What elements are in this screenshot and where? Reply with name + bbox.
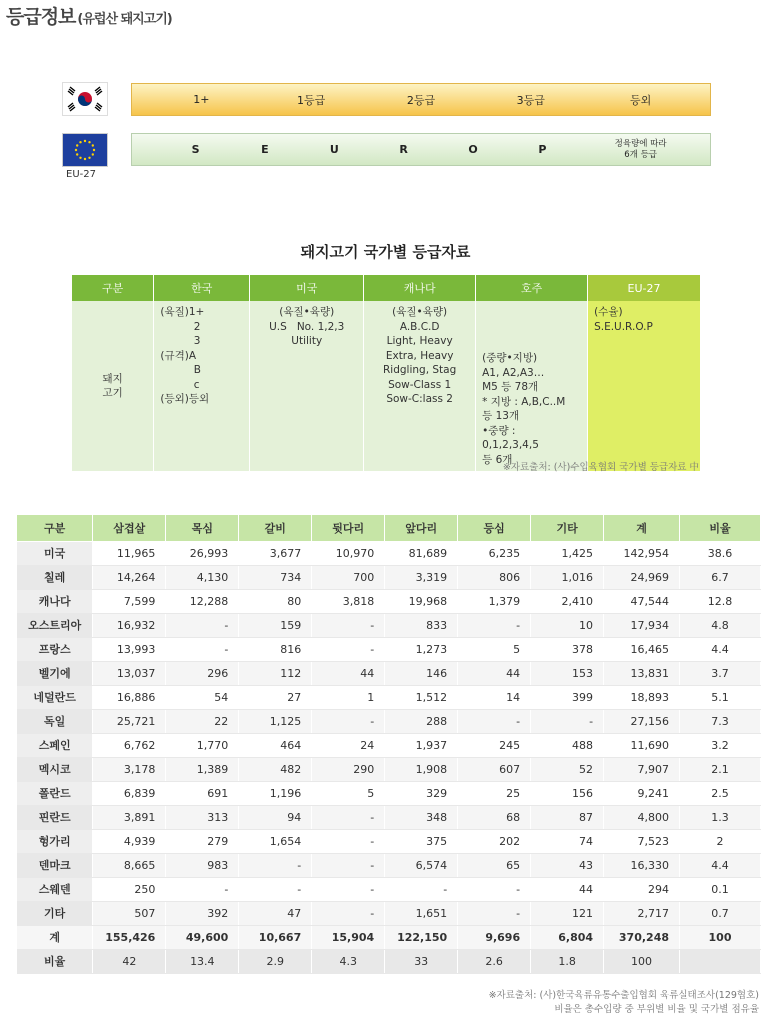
- value-cell: 13,831: [604, 661, 680, 685]
- eu-cell: [588, 301, 701, 471]
- country-cell: 폴란드: [17, 781, 93, 805]
- import-table-header: [17, 515, 761, 541]
- value-cell: 44: [458, 661, 531, 685]
- canada-cell: [364, 301, 476, 471]
- value-cell: 9,696: [458, 925, 531, 949]
- value-cell: 1,016: [531, 565, 604, 589]
- eu-grade-bar: [131, 133, 711, 166]
- ratio-cell: 2: [680, 829, 761, 853]
- value-cell: 18,893: [604, 685, 680, 709]
- value-cell: 279: [166, 829, 239, 853]
- value-cell: 25,721: [93, 709, 166, 733]
- value-cell: 6,574: [385, 853, 458, 877]
- value-cell: 16,330: [604, 853, 680, 877]
- value-cell: 250: [93, 877, 166, 901]
- value-cell: 691: [166, 781, 239, 805]
- value-cell: 482: [239, 757, 312, 781]
- header-cell: 앞다리: [385, 515, 458, 541]
- country-cell: 미국: [17, 541, 93, 565]
- value-cell: -: [385, 877, 458, 901]
- value-cell: 1,196: [239, 781, 312, 805]
- value-cell: 80: [239, 589, 312, 613]
- value-cell: 392: [166, 901, 239, 925]
- value-cell: 156: [531, 781, 604, 805]
- value-cell: 153: [531, 661, 604, 685]
- value-cell: 43: [531, 853, 604, 877]
- ratio-cell: 5.1: [680, 685, 761, 709]
- korea-grade-bar: [131, 83, 711, 116]
- header-cell: 뒷다리: [312, 515, 385, 541]
- value-cell: 6,762: [93, 733, 166, 757]
- value-cell: 488: [531, 733, 604, 757]
- country-cell: 핀란드: [17, 805, 93, 829]
- value-cell: 49,600: [166, 925, 239, 949]
- usa-grades: (육질•육량) U.S No. 1,2,3 Utility: [269, 306, 345, 347]
- value-cell: 2.9: [239, 949, 312, 973]
- row-label-cell: [72, 301, 154, 471]
- value-cell: -: [458, 613, 531, 637]
- value-cell: 507: [93, 901, 166, 925]
- value-cell: 2,717: [604, 901, 680, 925]
- value-cell: -: [312, 829, 385, 853]
- table-row: [17, 709, 761, 733]
- grade-table-title: 돼지고기 국가별 등급자료: [300, 243, 471, 261]
- eu-grade-item: U: [329, 143, 339, 156]
- value-cell: 202: [458, 829, 531, 853]
- value-cell: -: [312, 637, 385, 661]
- value-cell: 1,770: [166, 733, 239, 757]
- source-line1: ※자료출처: (사)한국육류유통수출입협회 육류실태조사(129협호): [488, 990, 759, 1001]
- table-row: [17, 541, 761, 565]
- value-cell: -: [312, 877, 385, 901]
- value-cell: 370,248: [604, 925, 680, 949]
- australia-cell: [476, 301, 588, 471]
- value-cell: 1.8: [531, 949, 604, 973]
- value-cell: 14,264: [93, 565, 166, 589]
- ratio-cell: 3.2: [680, 733, 761, 757]
- value-cell: 74: [531, 829, 604, 853]
- grade-table-header: [72, 275, 701, 301]
- value-cell: 155,426: [93, 925, 166, 949]
- header-cell: 미국: [250, 275, 364, 301]
- header-cell: 한국: [154, 275, 250, 301]
- value-cell: 1,125: [239, 709, 312, 733]
- value-cell: 3,319: [385, 565, 458, 589]
- value-cell: 54: [166, 685, 239, 709]
- subtitle-text: (유럽산 돼지고기): [77, 12, 172, 27]
- value-cell: 5: [458, 637, 531, 661]
- value-cell: 3,677: [239, 541, 312, 565]
- value-cell: 16,465: [604, 637, 680, 661]
- value-cell: -: [312, 613, 385, 637]
- country-cell: 멕시코: [17, 757, 93, 781]
- value-cell: 833: [385, 613, 458, 637]
- value-cell: 10,667: [239, 925, 312, 949]
- value-cell: 806: [458, 565, 531, 589]
- value-cell: -: [531, 709, 604, 733]
- header-cell: 계: [604, 515, 680, 541]
- korea-flag-icon: [62, 82, 108, 116]
- value-cell: 3,818: [312, 589, 385, 613]
- value-cell: 1,273: [385, 637, 458, 661]
- value-cell: 24,969: [604, 565, 680, 589]
- value-cell: 1,379: [458, 589, 531, 613]
- ratio-cell: 12.8: [680, 589, 761, 613]
- source-line2: 비율은 총수입량 중 부위별 비율 및 국가별 점유율: [554, 1004, 759, 1015]
- value-cell: 81,689: [385, 541, 458, 565]
- value-cell: -: [239, 877, 312, 901]
- value-cell: 607: [458, 757, 531, 781]
- country-cell: 칠레: [17, 565, 93, 589]
- value-cell: 42: [93, 949, 166, 973]
- value-cell: 94: [239, 805, 312, 829]
- value-cell: 8,665: [93, 853, 166, 877]
- eu-grade-item: P: [538, 143, 547, 156]
- table-row: [17, 637, 761, 661]
- value-cell: 4.3: [312, 949, 385, 973]
- value-cell: 65: [458, 853, 531, 877]
- value-cell: 16,886: [93, 685, 166, 709]
- value-cell: 146: [385, 661, 458, 685]
- country-cell: 독일: [17, 709, 93, 733]
- ratio-cell: 2.5: [680, 781, 761, 805]
- value-cell: -: [239, 853, 312, 877]
- country-cell: 스웨덴: [17, 877, 93, 901]
- table-row: [17, 589, 761, 613]
- total-row: [17, 925, 761, 949]
- ratio-cell: 38.6: [680, 541, 761, 565]
- value-cell: 1: [312, 685, 385, 709]
- country-cell: 벨기에: [17, 661, 93, 685]
- value-cell: 10: [531, 613, 604, 637]
- country-cell: 프랑스: [17, 637, 93, 661]
- table-row: [17, 829, 761, 853]
- value-cell: 44: [531, 877, 604, 901]
- value-cell: 348: [385, 805, 458, 829]
- value-cell: -: [166, 877, 239, 901]
- value-cell: 16,932: [93, 613, 166, 637]
- table-row: [17, 877, 761, 901]
- value-cell: 329: [385, 781, 458, 805]
- value-cell: 27,156: [604, 709, 680, 733]
- value-cell: 112: [239, 661, 312, 685]
- ratio-cell: 4.8: [680, 613, 761, 637]
- value-cell: -: [166, 613, 239, 637]
- import-table: [17, 515, 761, 974]
- value-cell: 816: [239, 637, 312, 661]
- table-row: [17, 781, 761, 805]
- country-cell: 오스트리아: [17, 613, 93, 637]
- value-cell: 7,523: [604, 829, 680, 853]
- ratio-cell: 1.3: [680, 805, 761, 829]
- value-cell: 290: [312, 757, 385, 781]
- value-cell: 464: [239, 733, 312, 757]
- header-cell: 호주: [476, 275, 588, 301]
- header-cell: 캐나다: [364, 275, 476, 301]
- value-cell: 47,544: [604, 589, 680, 613]
- value-cell: 11,690: [604, 733, 680, 757]
- kr-grade-item: 2등급: [406, 93, 436, 107]
- value-cell: 13.4: [166, 949, 239, 973]
- value-cell: 15,904: [312, 925, 385, 949]
- value-cell: 6,839: [93, 781, 166, 805]
- value-cell: 24: [312, 733, 385, 757]
- table-row: [17, 685, 761, 709]
- country-cell: 기타: [17, 901, 93, 925]
- value-cell: 17,934: [604, 613, 680, 637]
- eu-note-line2: 6개 등급: [624, 149, 657, 160]
- table-row: [17, 613, 761, 637]
- value-cell: 378: [531, 637, 604, 661]
- kr-grade-item: 1+: [193, 93, 210, 106]
- eu-grade-item: E: [261, 143, 269, 156]
- korea-grades: (육질)1+ 2 3 (규격)A B c (등외)등외: [160, 306, 210, 405]
- eu-grade-note: [615, 139, 667, 161]
- value-cell: 1,654: [239, 829, 312, 853]
- value-cell: 13,993: [93, 637, 166, 661]
- title-text: 등급정보: [6, 6, 76, 28]
- value-cell: 313: [166, 805, 239, 829]
- value-cell: 1,512: [385, 685, 458, 709]
- header-cell: 구분: [17, 515, 93, 541]
- value-cell: 14: [458, 685, 531, 709]
- header-cell: 등심: [458, 515, 531, 541]
- value-cell: 1,425: [531, 541, 604, 565]
- header-cell: 삼겹살: [93, 515, 166, 541]
- header-cell: 목심: [166, 515, 239, 541]
- value-cell: 13,037: [93, 661, 166, 685]
- table-row: [17, 805, 761, 829]
- value-cell: 68: [458, 805, 531, 829]
- value-cell: 27: [239, 685, 312, 709]
- table-row: [17, 565, 761, 589]
- value-cell: 19,968: [385, 589, 458, 613]
- value-cell: 159: [239, 613, 312, 637]
- value-cell: 121: [531, 901, 604, 925]
- value-cell: 33: [385, 949, 458, 973]
- grade-table-row: [72, 301, 701, 471]
- value-cell: 6,235: [458, 541, 531, 565]
- header-cell: 구분: [72, 275, 154, 301]
- ratio-cell: 100: [680, 925, 761, 949]
- value-cell: -: [166, 637, 239, 661]
- eu-caption: EU-27: [66, 169, 96, 180]
- value-cell: -: [312, 853, 385, 877]
- eu-grades: (수율) S.E.U.R.O.P: [594, 306, 653, 333]
- value-cell: 6,804: [531, 925, 604, 949]
- ratio-cell: 2.1: [680, 757, 761, 781]
- value-cell: 3,178: [93, 757, 166, 781]
- country-cell: 스페인: [17, 733, 93, 757]
- value-cell: 4,939: [93, 829, 166, 853]
- eu-grade-item: S: [191, 143, 200, 156]
- value-cell: 47: [239, 901, 312, 925]
- value-cell: 375: [385, 829, 458, 853]
- eu-note-line1: 정육량에 따라: [614, 138, 667, 149]
- value-cell: 4,800: [604, 805, 680, 829]
- ratio-cell: 6.7: [680, 565, 761, 589]
- value-cell: 22: [166, 709, 239, 733]
- ratio-cell: 7.3: [680, 709, 761, 733]
- country-cell: 덴마크: [17, 853, 93, 877]
- value-cell: -: [312, 901, 385, 925]
- page-title: [6, 2, 172, 29]
- canada-grades: (육질•육량) A.B.C.D Light, Heavy Extra, Heavy Ridgling, Stag Sow-Class 1 Sow-C:lass 2: [383, 306, 457, 405]
- value-cell: 11,965: [93, 541, 166, 565]
- table-row: [17, 733, 761, 757]
- row-label: 돼지 고기: [102, 372, 123, 399]
- value-cell: 10,970: [312, 541, 385, 565]
- value-cell: 100: [604, 949, 680, 973]
- eu-grade-item: O: [468, 143, 478, 156]
- grade-table-source: ※자료출처: (사)수입육협회 국가별 등급자료 中: [502, 462, 699, 473]
- value-cell: 1,651: [385, 901, 458, 925]
- value-cell: -: [458, 877, 531, 901]
- eu-flag-icon: [62, 133, 108, 167]
- value-cell: -: [312, 709, 385, 733]
- value-cell: 44: [312, 661, 385, 685]
- value-cell: 142,954: [604, 541, 680, 565]
- ratio-row: [17, 949, 761, 973]
- value-cell: 7,599: [93, 589, 166, 613]
- australia-grades: (중량•지방) A1, A2,A3… M5 등 78개 * 지방 : A,B,C..M 등 13개 •중량 : 0,1,2,3,4,5 등 6개: [482, 352, 566, 466]
- value-cell: 52: [531, 757, 604, 781]
- header-cell: 기타: [531, 515, 604, 541]
- value-cell: 26,993: [166, 541, 239, 565]
- kr-grade-item: 등외: [629, 93, 652, 107]
- kr-grade-item: 3등급: [516, 93, 545, 107]
- value-cell: 1,908: [385, 757, 458, 781]
- header-cell: EU-27: [588, 275, 701, 301]
- value-cell: 9,241: [604, 781, 680, 805]
- table-row: [17, 853, 761, 877]
- value-cell: 983: [166, 853, 239, 877]
- value-cell: 4,130: [166, 565, 239, 589]
- korea-cell: [154, 301, 250, 471]
- country-cell: 계: [17, 925, 93, 949]
- value-cell: -: [458, 901, 531, 925]
- value-cell: 2.6: [458, 949, 531, 973]
- value-cell: 87: [531, 805, 604, 829]
- value-cell: 399: [531, 685, 604, 709]
- value-cell: 700: [312, 565, 385, 589]
- country-cell: 캐나다: [17, 589, 93, 613]
- import-table-source: [489, 989, 759, 1017]
- value-cell: 7,907: [604, 757, 680, 781]
- value-cell: 294: [604, 877, 680, 901]
- header-cell: 비율: [680, 515, 761, 541]
- value-cell: 734: [239, 565, 312, 589]
- value-cell: 1,937: [385, 733, 458, 757]
- value-cell: -: [312, 805, 385, 829]
- ratio-cell: 3.7: [680, 661, 761, 685]
- usa-cell: [250, 301, 364, 471]
- table-row: [17, 661, 761, 685]
- value-cell: 5: [312, 781, 385, 805]
- value-cell: -: [458, 709, 531, 733]
- ratio-cell: 0.7: [680, 901, 761, 925]
- table-row: [17, 757, 761, 781]
- ratio-cell: 0.1: [680, 877, 761, 901]
- kr-grade-item: 1등급: [297, 93, 326, 107]
- value-cell: 3,891: [93, 805, 166, 829]
- header-cell: 갈비: [239, 515, 312, 541]
- grade-table: [72, 275, 701, 471]
- value-cell: 12,288: [166, 589, 239, 613]
- value-cell: 245: [458, 733, 531, 757]
- table-row: [17, 901, 761, 925]
- country-cell: 헝가리: [17, 829, 93, 853]
- ratio-cell: 4.4: [680, 637, 761, 661]
- value-cell: 25: [458, 781, 531, 805]
- country-cell: 비율: [17, 949, 93, 973]
- ratio-cell: [680, 949, 761, 973]
- value-cell: 1,389: [166, 757, 239, 781]
- value-cell: 2,410: [531, 589, 604, 613]
- country-cell: 네덜란드: [17, 685, 93, 709]
- value-cell: 122,150: [385, 925, 458, 949]
- value-cell: 296: [166, 661, 239, 685]
- value-cell: 288: [385, 709, 458, 733]
- ratio-cell: 4.4: [680, 853, 761, 877]
- eu-grade-item: R: [399, 143, 408, 156]
